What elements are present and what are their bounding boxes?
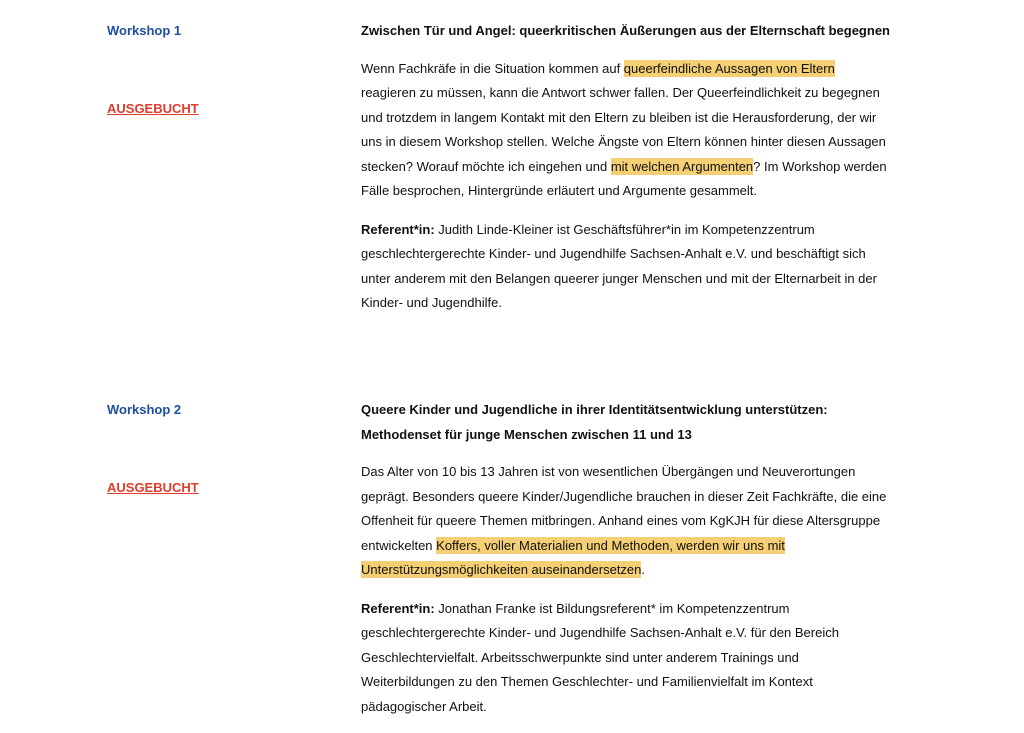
workshop-description — [361, 57, 891, 204]
description-text: ? Im Workshop werden Fälle besprochen, Hintergründe erläutert und Argumente gesammelt. — [361, 158, 887, 198]
referent-text: Jonathan Franke ist Bildungsreferent* im Kompetenzzentrum geschlechtergerechte Kinder- und Jugendhilfe Sachsen-Anhalt e.V. für den Bereich Geschlechtervielfalt. Arbeitsschwerpunkte sind unter anderem Trainings und Weiterbildungen zu den Themen Geschlechter- und Familienvielfalt im Kontext pädagogischer Arbeit. — [361, 600, 839, 714]
description-text: . — [641, 562, 646, 577]
referent-info — [361, 218, 891, 316]
workshop-label: Workshop 1 — [107, 23, 182, 38]
referent-info — [361, 597, 891, 720]
referent-label: Referent*in: — [361, 600, 435, 616]
referent-label: Referent*in: — [361, 221, 435, 237]
highlighted-text: Koffers, voller Materialien und Methoden, werden wir uns mit Unterstützungsmöglichkeiten auseinandersetzen — [361, 537, 785, 577]
referent-text: Judith Linde-Kleiner ist Geschäftsführer*in im Kompetenzzentrum geschlechtergerechte Kinder- und Jugendhilfe Sachsen-Anhalt e.V. und beschäftigt sich unter anderem mit den Belangen queerer junger Menschen und mit der Elternarbeit in der Kinder- und Jugendhilfe. — [361, 221, 877, 310]
workshop-title: Zwischen Tür und Angel: queerkritischen Äußerungen aus der Elternschaft begegnen — [361, 23, 890, 38]
highlighted-text: mit welchen Argumenten — [610, 158, 754, 174]
description-text: Wenn Fachkräfe in die Situation kommen auf — [361, 60, 624, 76]
booked-out-link[interactable]: AUSGEBUCHT — [107, 480, 199, 495]
description-text: reagieren zu müssen, kann die Antwort schwer fallen. Der Queerfeindlichkeit zu begegnen und trotzdem in langem Kontakt mit den Eltern zu bleiben ist die Herausforderung, der wir uns in diesem Workshop stellen. Welche Ängste von Eltern können hinter diesen Aussagen stecken? Worauf möchte ich eingehen und — [361, 85, 886, 174]
workshop-label: Workshop 2 — [107, 402, 182, 417]
workshop-content — [361, 398, 891, 733]
highlighted-text: queerfeindliche Aussagen von Eltern — [623, 60, 835, 76]
workshop-description — [361, 460, 891, 583]
workshop-title: Queere Kinder und Jugendliche in ihrer Identitätsentwicklung unterstützen: Methodenset für junge Menschen zwischen 11 und 13 — [361, 402, 828, 442]
workshop-content — [361, 19, 891, 330]
booked-out-link[interactable]: AUSGEBUCHT — [107, 101, 199, 116]
description-text: Das Alter von 10 bis 13 Jahren ist von wesentlichen Übergängen und Neuverortungen geprägt. Besonders queere Kinder/Jugendliche brauchen in dieser Zeit Fachkräfte, die eine Offenheit für queere Themen mitbringen. Anhand eines vom KgKJH für diese Altersgruppe entwickelten — [361, 464, 887, 553]
